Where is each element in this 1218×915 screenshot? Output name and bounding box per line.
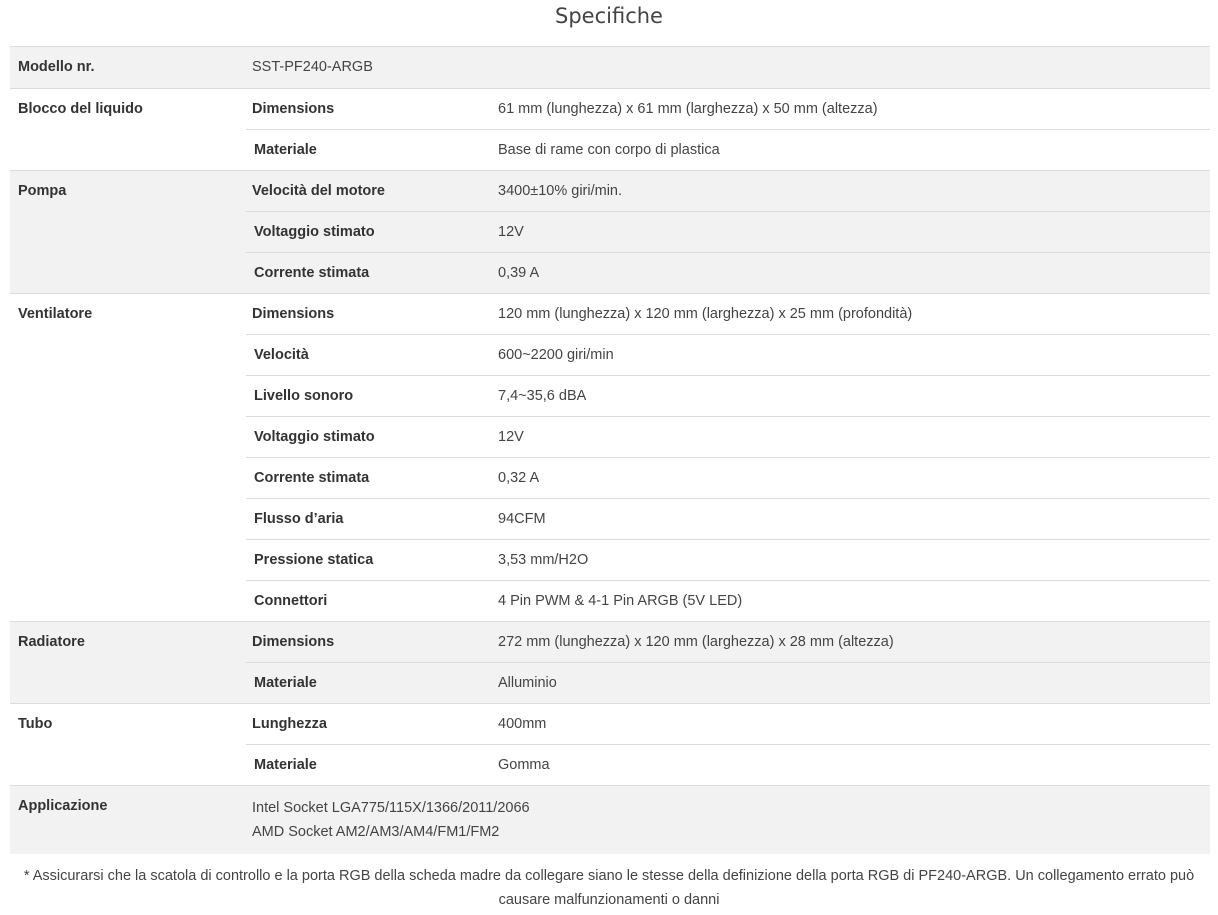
spec-row-value: Alluminio bbox=[498, 675, 557, 691]
spec-row bbox=[246, 539, 1210, 580]
spec-row-label: Voltaggio stimato bbox=[254, 429, 375, 445]
page-title: Specifiche bbox=[555, 4, 663, 28]
spec-group-liquid-block bbox=[10, 88, 1210, 170]
spec-row-label: Materiale bbox=[254, 142, 317, 158]
spec-row-value: 3,53 mm/H2O bbox=[498, 552, 589, 568]
spec-row bbox=[246, 622, 1210, 662]
spec-row bbox=[246, 129, 1210, 170]
model-value: SST-PF240-ARGB bbox=[252, 59, 373, 75]
application-line: Intel Socket LGA775/115X/1366/2011/2066 bbox=[252, 800, 530, 816]
footnote: * Assicurarsi che la scatola di controllo e la porta RGB della scheda madre da collegare siano le stesse della definizione della porta RGB di PF240-ARGB. Un collegamento errato può causare malfunzionamenti o danni bbox=[23, 868, 1195, 908]
spec-row bbox=[246, 252, 1210, 293]
spec-row-label: Velocità del motore bbox=[252, 183, 385, 199]
spec-row bbox=[246, 416, 1210, 457]
spec-row-value: 272 mm (lunghezza) x 120 mm (larghezza) x 28 mm (altezza) bbox=[498, 634, 894, 650]
spec-group-label: Blocco del liquido bbox=[18, 101, 143, 117]
spec-row bbox=[246, 89, 1210, 129]
spec-row bbox=[246, 375, 1210, 416]
application-line: AMD Socket AM2/AM3/AM4/FM1/FM2 bbox=[252, 824, 500, 840]
spec-group-application bbox=[10, 785, 1210, 854]
spec-row-label: Dimensions bbox=[252, 306, 335, 322]
spec-row-value: 4 Pin PWM & 4-1 Pin ARGB (5V LED) bbox=[498, 593, 743, 609]
spec-row-value: 7,4~35,6 dBA bbox=[498, 388, 587, 404]
spec-row-value: 12V bbox=[498, 429, 524, 445]
spec-group-radiator bbox=[10, 621, 1210, 703]
spec-row-label: Corrente stimata bbox=[254, 265, 370, 281]
spec-row-value: 0,32 A bbox=[498, 470, 540, 486]
spec-row bbox=[246, 580, 1210, 621]
spec-group-label: Tubo bbox=[18, 716, 53, 732]
spec-row bbox=[246, 171, 1210, 211]
spec-group-label: Ventilatore bbox=[18, 306, 93, 322]
spec-row bbox=[246, 211, 1210, 252]
spec-row-value: 94CFM bbox=[498, 511, 546, 527]
spec-row-label: Connettori bbox=[254, 593, 328, 609]
spec-row-label: Materiale bbox=[254, 757, 317, 773]
spec-row-value: 61 mm (lunghezza) x 61 mm (larghezza) x 50 mm (altezza) bbox=[498, 101, 878, 117]
spec-row-value: Gomma bbox=[498, 757, 550, 773]
spec-row-value: Base di rame con corpo di plastica bbox=[498, 142, 720, 158]
spec-group-label: Radiatore bbox=[18, 634, 85, 650]
spec-row-label: Velocità bbox=[254, 347, 309, 363]
spec-row-label: Flusso d’aria bbox=[254, 511, 344, 527]
spec-row bbox=[246, 662, 1210, 703]
spec-row-value: 600~2200 giri/min bbox=[498, 347, 614, 363]
spec-row-label: Pressione statica bbox=[254, 552, 374, 568]
spec-row-value: 400mm bbox=[498, 716, 547, 732]
spec-row-label: Corrente stimata bbox=[254, 470, 370, 486]
spec-row bbox=[246, 457, 1210, 498]
spec-row-value: 3400±10% giri/min. bbox=[498, 183, 623, 199]
spec-row-value: 12V bbox=[498, 224, 524, 240]
spec-row-label: Materiale bbox=[254, 675, 317, 691]
spec-row-model bbox=[10, 46, 1210, 88]
spec-row bbox=[246, 744, 1210, 785]
spec-row-label: Lunghezza bbox=[252, 716, 327, 732]
spec-group-pump bbox=[10, 170, 1210, 293]
spec-row-label: Livello sonoro bbox=[254, 388, 354, 404]
spec-row-label: Voltaggio stimato bbox=[254, 224, 375, 240]
spec-group-fan bbox=[10, 293, 1210, 621]
spec-row bbox=[246, 704, 1210, 744]
spec-row bbox=[246, 294, 1210, 334]
spec-row bbox=[246, 334, 1210, 375]
spec-row-value: 120 mm (lunghezza) x 120 mm (larghezza) x 25 mm (profondità) bbox=[498, 306, 913, 322]
spec-row-label: Dimensions bbox=[252, 101, 335, 117]
spec-row-label: Dimensions bbox=[252, 634, 335, 650]
model-label: Modello nr. bbox=[18, 59, 95, 75]
application-label: Applicazione bbox=[18, 798, 108, 814]
application-values bbox=[10, 786, 1210, 854]
spec-group-label: Pompa bbox=[18, 183, 67, 199]
spec-row bbox=[246, 498, 1210, 539]
spec-group-tube bbox=[10, 703, 1210, 785]
spec-table bbox=[10, 46, 1210, 854]
spec-row-value: 0,39 A bbox=[498, 265, 540, 281]
